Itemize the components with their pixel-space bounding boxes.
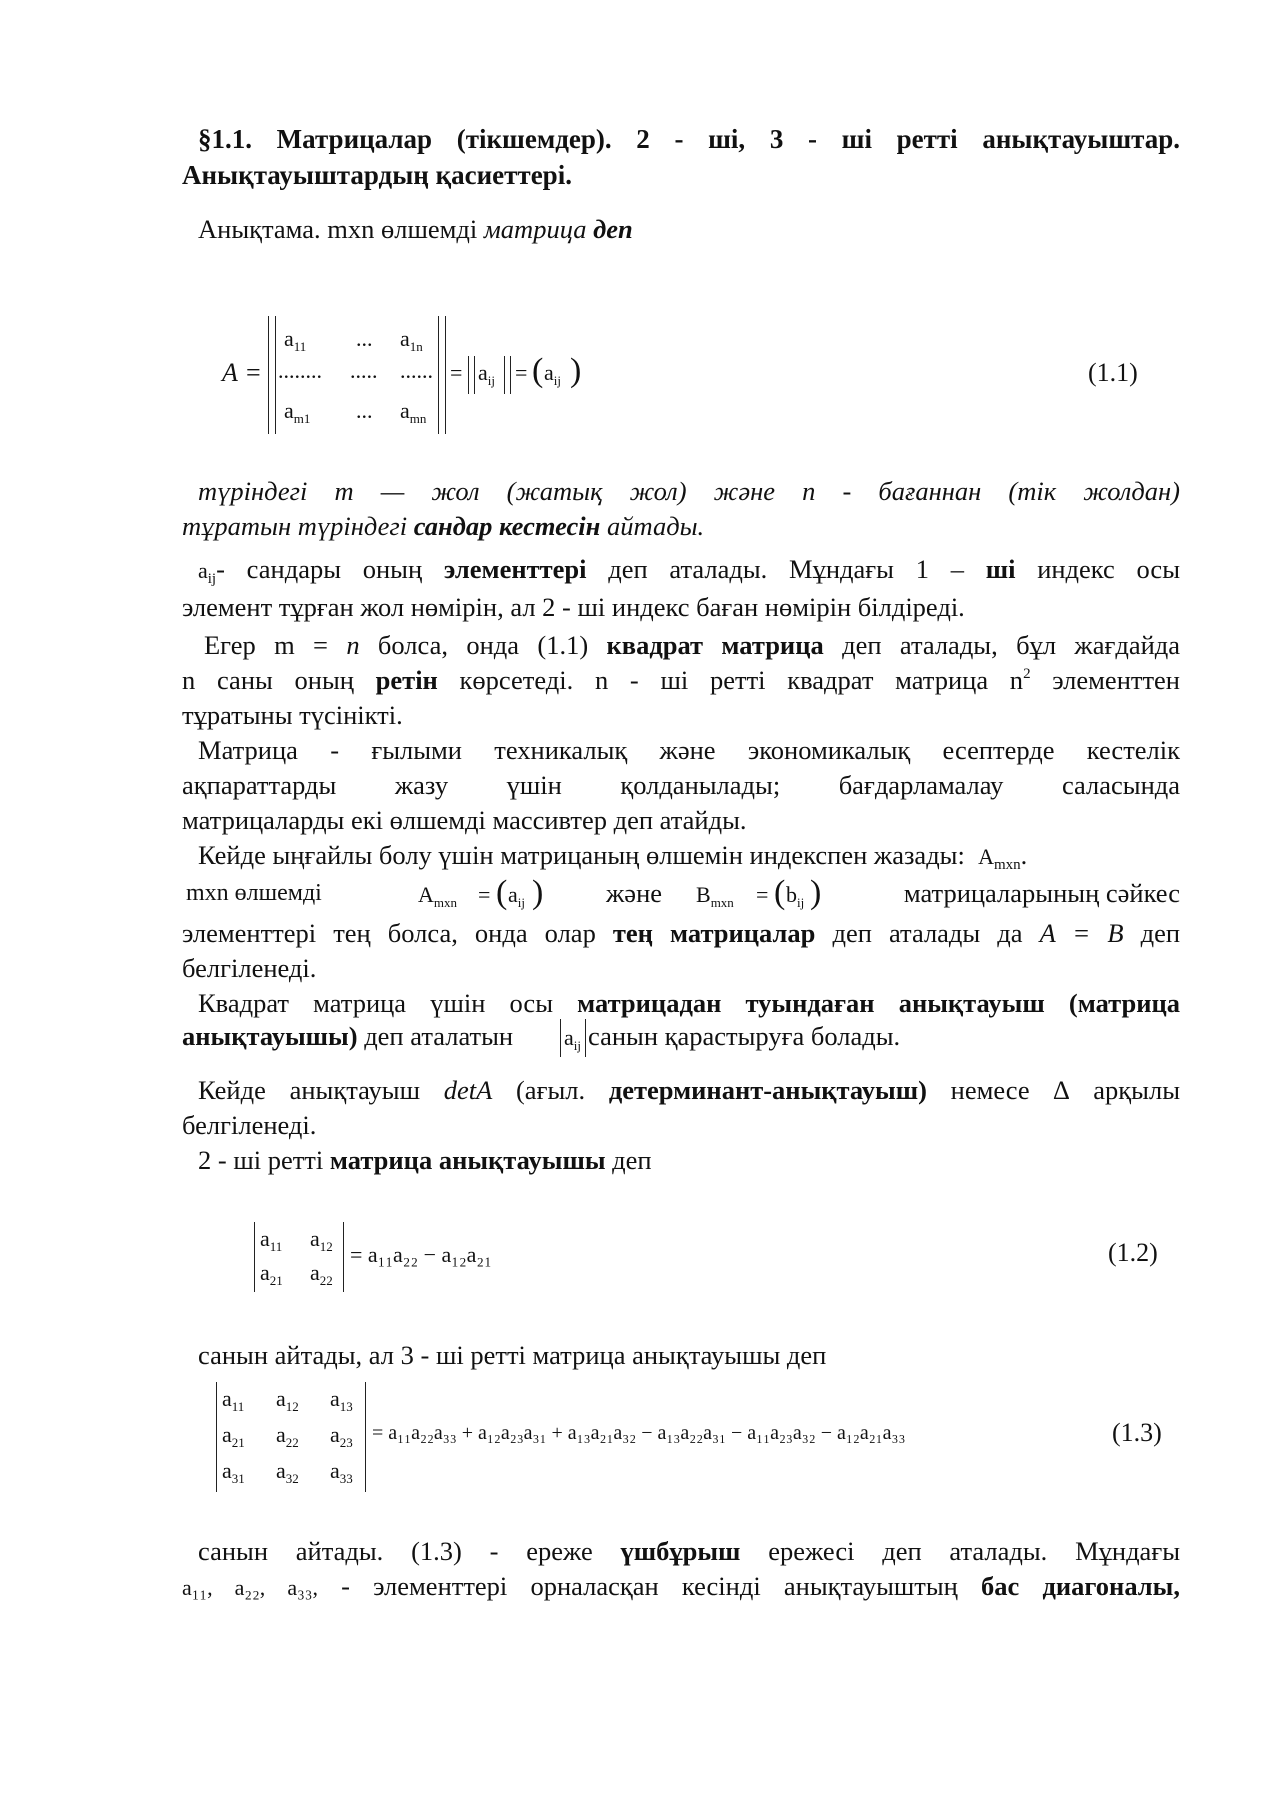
eq1-equals: =	[246, 358, 261, 387]
eq1-rhs-equals1: =	[450, 360, 463, 385]
eq1-paren-open: (	[532, 352, 544, 389]
para3-line2: n саны оның ретін көрсетеді. n - ші ретті квадрат матрица $n^2$ элементтен	[182, 665, 1180, 695]
para6-line2: элементтері тең болса, онда олар тең матрицалар деп аталады да A = B деп	[182, 918, 1181, 948]
eq1-aij-norm: $a_{ij}$	[478, 360, 495, 388]
eq2-a12: $a_{12}$	[310, 1226, 333, 1254]
eq3-number: (1.3)	[1112, 1418, 1162, 1447]
eq1-cell-r2c1: ........	[278, 358, 322, 383]
para9-line: 2 - ші ретті матрица анықтауышы деп	[198, 1145, 652, 1175]
para6-paren-b-close: )	[810, 874, 822, 911]
eq1-right-norm-bar	[438, 316, 446, 434]
eq3-a13: $a_{13}$	[330, 1386, 353, 1414]
para1-line1: түріндегі m — жол (жатық жол) және n - бағаннан (тік жолдан)	[198, 476, 1180, 506]
eq2-a11: $a_{11}$	[260, 1226, 283, 1254]
para11-line2: a₁₁, a₂₂, a₃₃, - элементтері орналасқан кесінді анықтауыштың бас диагоналы,	[182, 1571, 1180, 1601]
eq1-norm-close	[504, 356, 511, 394]
eq3-rhs: = a₁₁a₂₂a₃₃ + a₁₂a₂₃a₃₁ + a₁₃a₂₁a₃₂ − a₁₃a₂₂a₃₁ − a₁₁a₂₃a₃₂ − a₁₂a₂₁a₃₃	[372, 1422, 906, 1444]
para4-line1: Матрица - ғылыми техникалық және экономикалық есептерде кестелік	[198, 735, 1180, 765]
eq1-cell-am1: $a_{m1}$	[284, 398, 311, 426]
section-heading-line1: §1.1. Матрицалар (тікшемдер). 2 - ші, 3 - ші ретті анықтауыштар.	[198, 124, 1180, 154]
para4-line2: ақпараттарды жазу үшін қолданылады; бағдарламалау саласында	[182, 770, 1180, 800]
para8-line1: Кейде анықтауыш detA (ағыл. детерминант-анықтауыш) немесе ∆ арқылы	[198, 1075, 1180, 1105]
eq1-cell-r2c3: ......	[400, 358, 433, 383]
para6-paren-a-close: )	[532, 874, 544, 911]
eq1-cell-r3-dots: ...	[356, 398, 373, 423]
para3-line1: Егер m = n болса, онда (1.1) квадрат матрица деп аталады, бұл жағдайда	[204, 630, 1181, 660]
para6-eq-b: =	[756, 882, 769, 907]
section-heading-line2: Анықтауыштардың қасиеттері.	[182, 160, 572, 190]
eq3-a31: $a_{31}$	[222, 1458, 245, 1486]
eq3-a22: $a_{22}$	[276, 1422, 299, 1450]
para2-line2: элемент тұрған жол нөмірін, ал 2 - ші индекс баған нөмірін білдіреді.	[182, 592, 965, 622]
eq1-left-norm-bar	[268, 316, 276, 434]
para6-paren-a-open: (	[496, 874, 508, 911]
para6-tail: матрицаларының сәйкес	[903, 878, 1180, 908]
para7-line2: анықтауышы) деп аталатын $a_{ij}$ санын қарастыруға болады.	[182, 1021, 1180, 1061]
para8-line2: белгіленеді.	[182, 1110, 317, 1140]
eq1-cell-r2c2: .....	[350, 358, 378, 383]
para5-line1: Кейде ыңғайлы болу үшін матрицаның өлшемін индекспен жазады: $A_{mxn}$.	[198, 840, 1028, 873]
eq2-a22: $a_{22}$	[310, 1260, 333, 1288]
eq3-a12: $a_{12}$	[276, 1386, 299, 1414]
para2-line1: $a_{ij}-$ сандары оның элементтері деп аталады. Мұндағы 1 – ші индекс осы	[198, 554, 1181, 587]
para6-line3: белгіленеді.	[182, 953, 317, 983]
para6-and: және	[606, 878, 663, 908]
equation-1-1	[222, 316, 1182, 436]
para6-amxn: $A_{mxn}$	[418, 882, 458, 910]
eq1-number: (1.1)	[1088, 358, 1138, 387]
para6-mxn-label: mxn өлшемді	[186, 880, 322, 906]
para10-line: санын айтады, ал 3 - ші ретті матрица анықтауышы деп	[198, 1340, 827, 1370]
para6-paren-b-open: (	[774, 874, 786, 911]
para6-bij: $b_{ij}$	[786, 882, 805, 910]
eq3-a33: $a_{33}$	[330, 1458, 353, 1486]
eq1-cell-r1-dots: ...	[356, 326, 373, 351]
eq1-cell-a11: $a_{11}$	[284, 326, 307, 354]
eq3-a23: $a_{23}$	[330, 1422, 353, 1450]
eq2-a21: $a_{21}$	[260, 1260, 283, 1288]
eq1-cell-a1n: $a_{1n}$	[400, 326, 423, 354]
para3-line3: тұратыны түсінікті.	[182, 700, 403, 730]
eq1-norm-open	[468, 356, 475, 394]
eq1-lhs: A	[222, 358, 238, 387]
eq1-paren-close: )	[570, 352, 582, 389]
eq3-a11: $a_{11}$	[222, 1386, 245, 1414]
para1-line2: тұратын түріндегі сандар кестесін айтады.	[182, 511, 705, 541]
para7-line1: Квадрат матрица үшін осы матрицадан туындаған анықтауыш (матрица	[198, 988, 1180, 1018]
definition-line: Анықтама. mxn өлшемді матрица деп	[198, 214, 633, 244]
eq3-a21: $a_{21}$	[222, 1422, 245, 1450]
eq2-rhs: = a₁₁a₂₂ − a₁₂a₂₁	[350, 1242, 492, 1267]
para6-aij: $a_{ij}$	[508, 882, 525, 910]
eq1-aij-paren: $a_{ij}$	[544, 360, 561, 388]
para6-line1	[186, 876, 1180, 914]
equation-1-2	[254, 1222, 954, 1294]
equation-1-3	[216, 1382, 1176, 1494]
para11-line1: санын айтады. (1.3) - ереже үшбұрыш ережесі деп аталады. Мұндағы	[198, 1536, 1180, 1566]
eq1-rhs-equals2: =	[515, 360, 528, 385]
para4-line3: матрицаларды екі өлшемді массивтер деп атайды.	[182, 805, 747, 835]
para7-aij: $a_{ij}$	[564, 1025, 581, 1053]
para6-eq-a: =	[478, 882, 491, 907]
para7-tail: санын қарастыруға болады.	[588, 1021, 901, 1051]
para6-bmxn: $B_{mxn}$	[696, 882, 734, 910]
eq2-number: (1.2)	[1108, 1238, 1158, 1267]
eq1-cell-amn: $a_{mn}$	[400, 398, 427, 426]
eq3-a32: $a_{32}$	[276, 1458, 299, 1486]
